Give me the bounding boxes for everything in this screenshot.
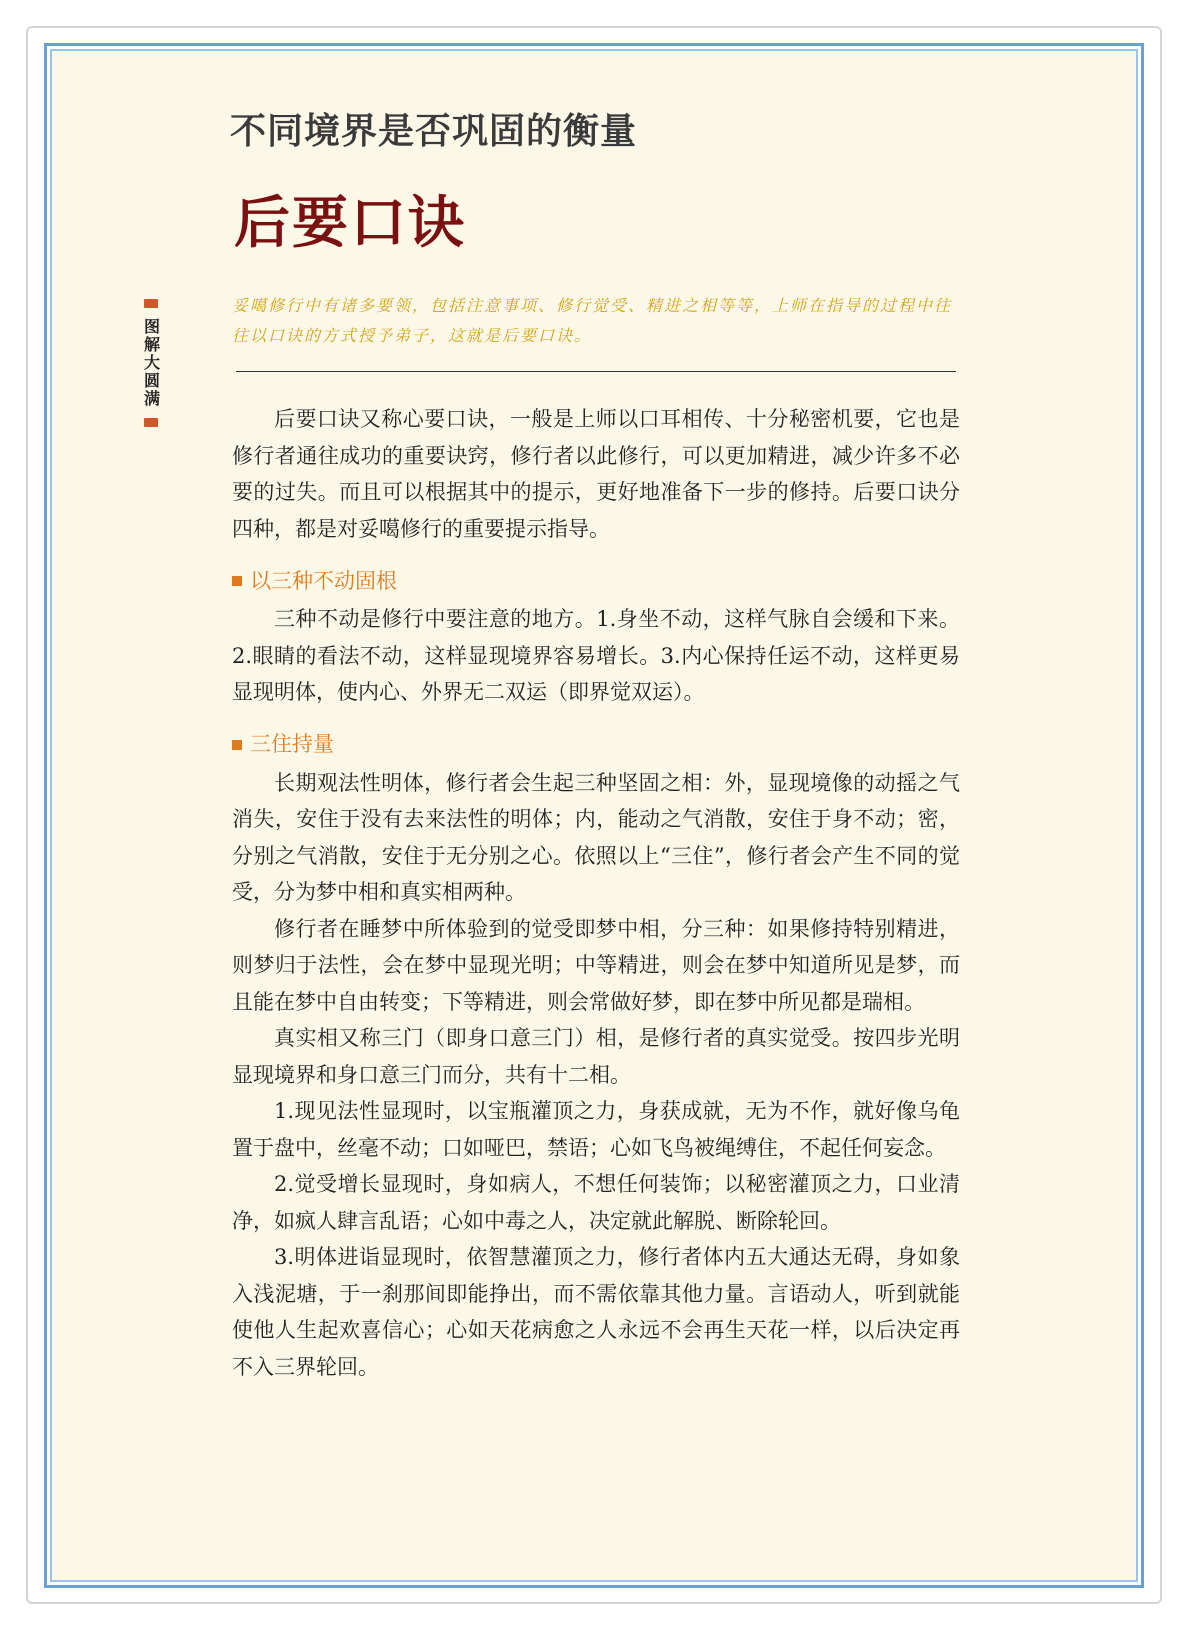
page-frame [44,43,1144,1588]
section-2-paragraph: 长期观法性明体，修行者会生起三种坚固之相：外，显现境像的动摇之气消失，安住于没有去来法性的明体；内，能动之气消散，安住于身不动；密，分别之气消散，安住于无分别之心。依照以上“三住”，修行者会产生不同的觉受，分为梦中相和真实相两种。 [232,770,960,904]
section-2-paragraph: 2.觉受增长显现时，身如病人，不想任何装饰；以秘密灌顶之力，口业清净，如疯人肆言乱语；心如中毒之人，决定就此解脱、断除轮回。 [232,1172,960,1233]
side-tab-top-mark [144,299,158,308]
side-tab [140,299,162,427]
section-2-paragraph: 1.现见法性显现时，以宝瓶灌顶之力，身获成就，无为不作，就好像乌龟置于盘中，丝毫不动；口如哑巴，禁语；心如飞鸟被绳缚住，不起任何妄念。 [232,1099,960,1160]
section-heading-1-label: 以三种不动固根 [250,568,397,593]
side-tab-label: 图解大圆满 [141,318,161,408]
paragraph-intro: 后要口诀又称心要口诀，一般是上师以口耳相传、十分秘密机要，它也是修行者通往成功的重要诀窍，修行者以此修行，可以更加精进，减少许多不必要的过失。而且可以根据其中的提示，更好地准备下一步的修持。后要口诀分四种，都是对妥噶修行的重要提示指导。 [232,407,960,541]
section-2-paragraph: 真实相又称三门（即身口意三门）相，是修行者的真实觉受。按四步光明显现境界和身口意三门而分，共有十二相。 [232,1026,960,1087]
section-heading-2-label: 三住持量 [250,732,334,757]
section-2-paragraph: 修行者在睡梦中所体验到的觉受即梦中相，分三种：如果修持特别精进，则梦归于法性，会在梦中显现光明；中等精进，则会在梦中知道所见是梦，而且能在梦中自由转变；下等精进，则会常做好梦，即在梦中所见都是瑞相。 [232,916,960,1014]
section-2-paragraph: 3.明体进诣显现时，依智慧灌顶之力，修行者体内五大通达无碍，身如象入浅泥塘，于一刹那间即能挣出，而不需依靠其他力量。言语动人，听到就能使他人生起欢喜信心；心如天花病愈之人永远不会再生天花一样，以后决定再不入三界轮回。 [232,1245,960,1379]
section-heading-2 [232,727,960,763]
section-bullet-icon [232,740,242,750]
divider-line [236,371,956,372]
side-tab-bottom-mark [144,418,158,427]
section-heading-1 [232,563,960,599]
page-main-title: 后要口诀 [234,190,466,256]
section-1-paragraph: 三种不动是修行中要注意的地方。1.身坐不动，这样气脉自会缓和下来。2.眼睛的看法不动，这样显现境界容易增长。3.内心保持任运不动，这样更易显现明体，使内心、外界无二双运（即界觉双运）。 [232,607,960,704]
book-page [50,49,1138,1582]
section-bullet-icon [232,576,242,586]
article-body [232,401,960,1385]
page-top-title: 不同境界是否巩固的衡量 [230,111,638,152]
intro-text: 妥噶修行中有诸多要领，包括注意事项、修行觉受、精进之相等等，上师在指导的过程中往往以口诀的方式授予弟子，这就是后要口诀。 [232,296,953,345]
